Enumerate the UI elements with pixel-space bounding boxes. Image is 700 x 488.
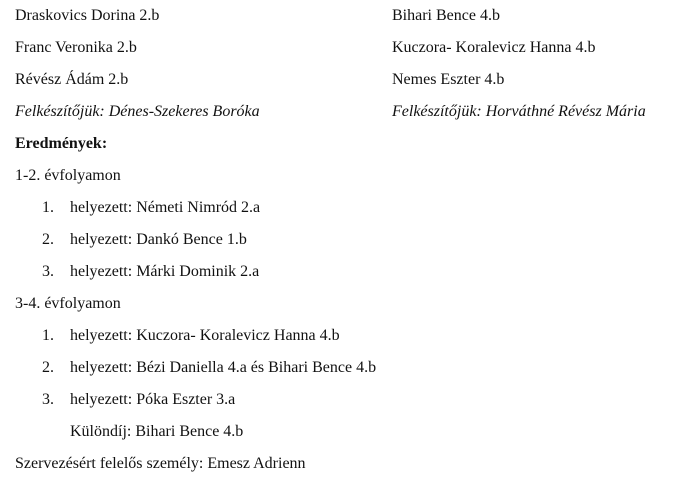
team-left-member: Révész Ádám 2.b [15,71,129,88]
list-number: 2. [42,359,54,376]
team-left-teacher: Felkészítőjük: Dénes-Szekeres Boróka [15,103,260,120]
team-right-member: Bihari Bence 4.b [392,7,500,24]
list-text: helyezett: Bézi Daniella 4.a és Bihari Bence 4.b [70,359,377,376]
results-heading: Eredmények: [15,135,108,152]
list-text: helyezett: Németi Nimród 2.a [70,199,261,216]
list-number: 3. [42,263,54,280]
list-text: helyezett: Márki Dominik 2.a [70,263,260,280]
team-right-member: Kuczora- Koralevicz Hanna 4.b [392,39,596,56]
grade-3-4-title: 3-4. évfolyamon [15,295,121,312]
team-right-teacher: Felkészítőjük: Horváthné Révész Mária [392,103,646,120]
list-number: 1. [42,199,54,216]
list-number: 2. [42,231,54,248]
list-text: helyezett: Kuczora- Koralevicz Hanna 4.b [70,327,340,344]
team-left-member: Draskovics Dorina 2.b [15,7,160,24]
team-right-member: Nemes Eszter 4.b [392,71,505,88]
organizer-line: Szervezésért felelős személy: Emesz Adrienn [15,455,306,472]
list-number: 1. [42,327,54,344]
grade-1-2-title: 1-2. évfolyamon [15,167,121,184]
list-number: 3. [42,391,54,408]
list-text: helyezett: Póka Eszter 3.a [70,391,236,408]
team-left-member: Franc Veronika 2.b [15,39,137,56]
special-award-text: Különdíj: Bihari Bence 4.b [70,423,244,440]
list-text: helyezett: Dankó Bence 1.b [70,231,247,248]
